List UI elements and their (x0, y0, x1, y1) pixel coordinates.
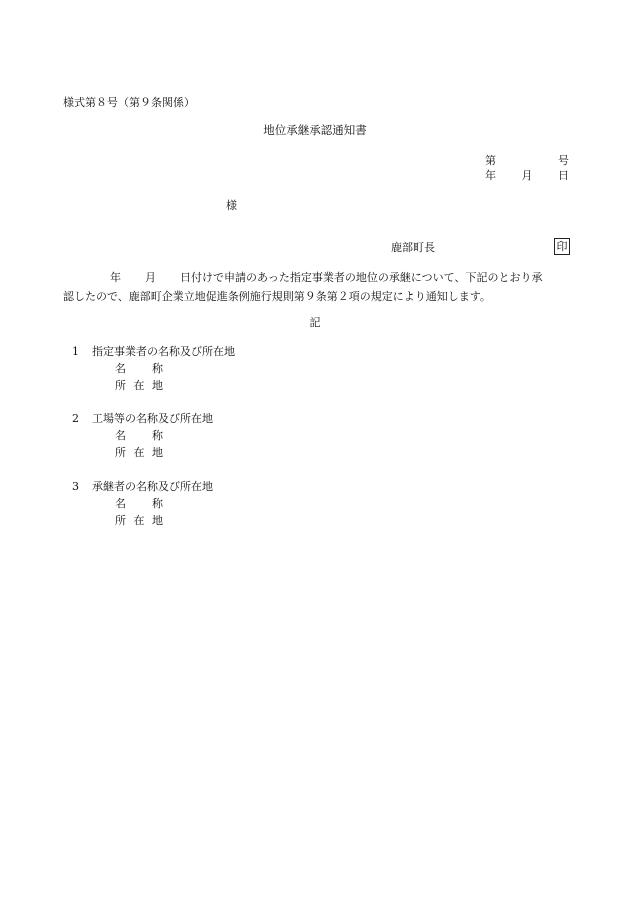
date-year: 年 (485, 169, 496, 182)
name-label-char: 称 (152, 362, 163, 375)
date-day: 日 (558, 169, 569, 182)
name-label-char: 名 (115, 362, 126, 375)
section-1-name-row (72, 362, 372, 379)
name-label-char: 称 (152, 429, 163, 442)
document-title: 地位承継承認通知書 (263, 123, 367, 137)
date-month: 月 (521, 169, 533, 182)
sender-name: 鹿部町長 (391, 241, 435, 254)
section-2-name-row (72, 429, 372, 446)
section-1-location-row (72, 379, 372, 396)
section-3 (72, 480, 372, 531)
name-label-char: 名 (115, 429, 126, 442)
body-line-1 (63, 268, 568, 287)
section-2-title: 工場等の名称及び所在地 (92, 412, 213, 425)
seal-box: 印 (554, 238, 570, 255)
form-number: 様式第８号（第９条関係） (63, 96, 195, 109)
document-number-row (485, 154, 569, 169)
section-3-location-row (72, 514, 372, 531)
location-label-char: 在 (133, 379, 145, 392)
body-month: 月 (145, 271, 156, 284)
section-3-name-row (72, 497, 372, 514)
location-label-char: 在 (133, 446, 145, 459)
location-label-char: 所 (115, 379, 126, 392)
document-date-row (485, 169, 569, 184)
document-number-suffix: 号 (558, 154, 569, 167)
section-2 (72, 412, 372, 463)
section-1 (72, 345, 372, 396)
section-1-number: 1 (72, 345, 79, 358)
name-label-char: 名 (115, 497, 126, 510)
body-year: 年 (110, 271, 121, 284)
name-label-char: 称 (152, 497, 163, 510)
location-label-char: 在 (133, 514, 145, 527)
body-line-1-text: 日付けで申請のあった指定事業者の地位の承継について、下記のとおり承 (180, 271, 543, 284)
section-2-number: 2 (72, 412, 79, 425)
location-label-char: 地 (152, 446, 163, 459)
location-label-char: 地 (152, 379, 163, 392)
addressee-suffix: 様 (226, 199, 237, 212)
section-3-number: 3 (72, 480, 79, 493)
location-label-char: 地 (152, 514, 163, 527)
section-2-heading (72, 412, 372, 429)
document-number-block (485, 154, 569, 184)
section-1-title: 指定事業者の名称及び所在地 (92, 345, 235, 358)
section-3-heading (72, 480, 372, 497)
body-text (63, 268, 568, 306)
location-label-char: 所 (115, 446, 126, 459)
ki-heading: 記 (309, 316, 321, 329)
location-label-char: 所 (115, 514, 126, 527)
document-number-prefix: 第 (485, 154, 496, 167)
section-2-location-row (72, 446, 372, 463)
section-3-title: 承継者の名称及び所在地 (92, 480, 213, 493)
body-line-2: 認したので、鹿部町企業立地促進条例施行規則第９条第２項の規定により通知します。 (63, 290, 491, 303)
section-1-heading (72, 345, 372, 362)
